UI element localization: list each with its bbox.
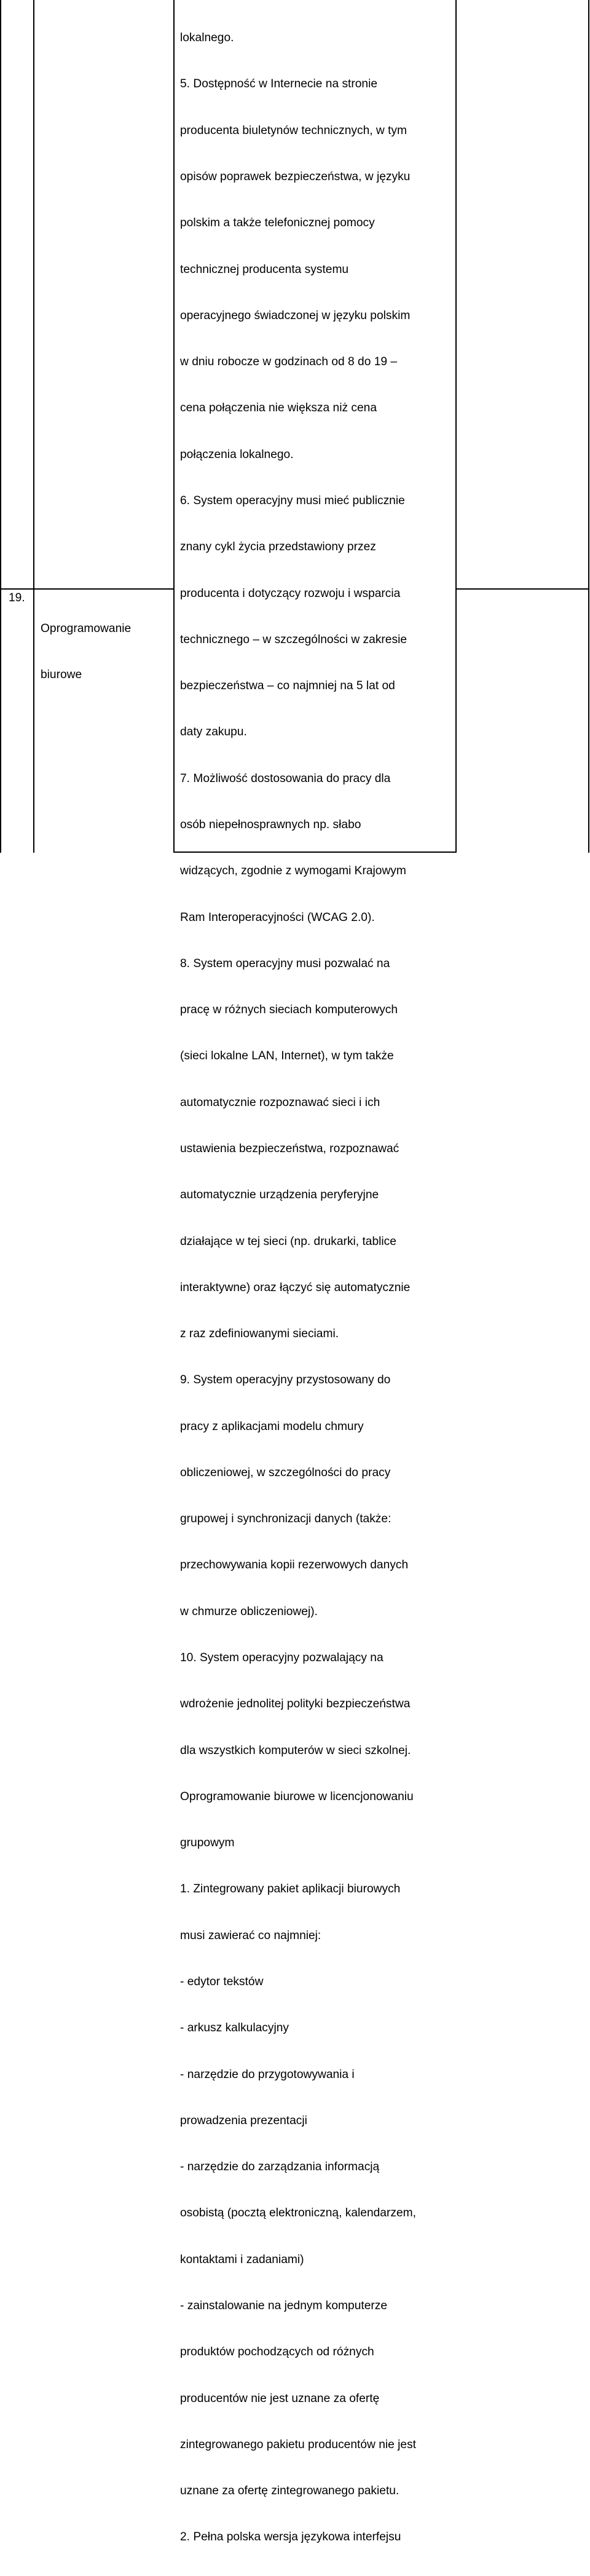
- column-divider-number: [33, 0, 34, 853]
- spec-line: połączenia lokalnego.: [180, 448, 294, 461]
- row-number: 19.: [9, 591, 25, 604]
- spec-line: osobistą (pocztą elektroniczną, kalendarzem,: [180, 2207, 416, 2220]
- spec-line: zintegrowanego pakietu producentów nie jest: [180, 2438, 417, 2451]
- spec-line: 9. System operacyjny przystosowany do: [180, 1373, 391, 1387]
- row-divider-right: [455, 588, 589, 590]
- spec-line: 1. Zintegrowany pakiet aplikacji biurowych: [180, 1883, 401, 1896]
- spec-line: grupowej i synchronizacji danych (także:: [180, 1512, 391, 1526]
- spec-line: działające w tej sieci (np. drukarki, tablice: [180, 1235, 396, 1248]
- spec-line: wdrożenie jednolitej polityki bezpieczeństwa: [180, 1697, 411, 1711]
- spec-line: daty zakupu.: [180, 725, 247, 739]
- spec-line: polskim a także telefonicznej pomocy: [180, 216, 375, 230]
- spec-line: Oprogramowanie biurowe w licencjonowaniu: [180, 1790, 414, 1803]
- spec-line: producenta i dotyczący rozwoju i wsparcia: [180, 587, 401, 600]
- spec-line: musi zawierać co najmniej:: [180, 1929, 321, 1942]
- spec-line: 7. Możliwość dostosowania do pracy dla: [180, 772, 391, 785]
- spec-line: 2. Pełna polska wersja językowa interfejsu: [180, 2531, 401, 2544]
- spec-line: grupowym: [180, 1836, 235, 1850]
- item-name-line: Oprogramowanie: [41, 622, 132, 636]
- spec-line: z raz zdefiniowanymi sieciami.: [180, 1327, 339, 1341]
- spec-line: 8. System operacyjny musi pozwalać na: [180, 957, 390, 970]
- table-border-left: [0, 0, 1, 853]
- spec-line: producentów nie jest uznane za ofertę: [180, 2392, 380, 2405]
- spec-line: znany cykl życia przedstawiony przez: [180, 540, 376, 554]
- spec-line: lokalnego.: [180, 31, 234, 45]
- spec-line: uznane za ofertę zintegrowanego pakietu.: [180, 2484, 399, 2498]
- spec-line: w chmurze obliczeniowej).: [180, 1605, 318, 1618]
- spec-line: bezpieczeństwa – co najmniej na 5 lat od: [180, 679, 395, 693]
- spec-line: ustawienia bezpieczeństwa, rozpoznawać: [180, 1142, 399, 1155]
- spec-line: w dniu robocze w godzinach od 8 do 19 –: [180, 355, 398, 369]
- item-name-line: biurowe: [41, 668, 82, 682]
- spec-line: obliczeniowej, w szczególności do pracy: [180, 1466, 391, 1479]
- spec-line: interaktywne) oraz łączyć się automatycznie: [180, 1281, 411, 1294]
- item-name-cell: [41, 590, 131, 714]
- specification-cell: [180, 0, 416, 2576]
- spec-line: technicznej producenta systemu: [180, 263, 349, 276]
- spec-line: kontaktami i zadaniami): [180, 2253, 304, 2266]
- spec-line: - narzędzie do zarządzania informacją: [180, 2160, 380, 2174]
- column-divider-name: [173, 0, 175, 853]
- spec-line: - arkusz kalkulacyjny: [180, 2021, 289, 2035]
- spec-line: pracy z aplikacjami modelu chmury: [180, 1420, 364, 1433]
- spec-line: automatycznie rozpoznawać sieci i ich: [180, 1096, 380, 1109]
- spec-line: - edytor tekstów: [180, 1975, 264, 1988]
- spec-line: 5. Dostępność w Internecie na stronie: [180, 77, 378, 91]
- row-divider-left: [0, 588, 173, 590]
- spec-line: osób niepełnosprawnych np. słabo: [180, 818, 361, 831]
- spec-line: prowadzenia prezentacji: [180, 2114, 307, 2127]
- spec-line: opisów poprawek bezpieczeństwa, w języku: [180, 170, 411, 184]
- spec-line: technicznego – w szczególności w zakresie: [180, 633, 407, 646]
- spec-line: 6. System operacyjny musi mieć publicznie: [180, 494, 405, 507]
- spec-line: - narzędzie do przygotowywania i: [180, 2068, 355, 2081]
- spec-line: pracę w różnych sieciach komputerowych: [180, 1003, 398, 1017]
- spec-line: przechowywania kopii rezerwowych danych: [180, 1559, 409, 1572]
- spec-line: widzących, zgodnie z wymogami Krajowym: [180, 864, 406, 878]
- spec-line: (sieci lokalne LAN, Internet), w tym także: [180, 1049, 394, 1063]
- spec-line: cena połączenia nie większa niż cena: [180, 401, 377, 415]
- column-divider-spec: [455, 0, 457, 853]
- spec-line: operacyjnego świadczonej w języku polskim: [180, 309, 411, 322]
- spec-line: automatycznie urządzenia peryferyjne: [180, 1188, 379, 1202]
- spec-line: - zainstalowanie na jednym komputerze: [180, 2299, 388, 2312]
- spec-line: 10. System operacyjny pozwalający na: [180, 1651, 384, 1665]
- spec-line: producenta biuletynów technicznych, w tym: [180, 124, 407, 137]
- spec-line: Ram Interoperacyjności (WCAG 2.0).: [180, 911, 375, 924]
- spec-line: dla wszystkich komputerów w sieci szkolnej.: [180, 1744, 411, 1757]
- table-border-right: [588, 0, 589, 853]
- spec-line: produktów pochodzących od różnych: [180, 2345, 374, 2359]
